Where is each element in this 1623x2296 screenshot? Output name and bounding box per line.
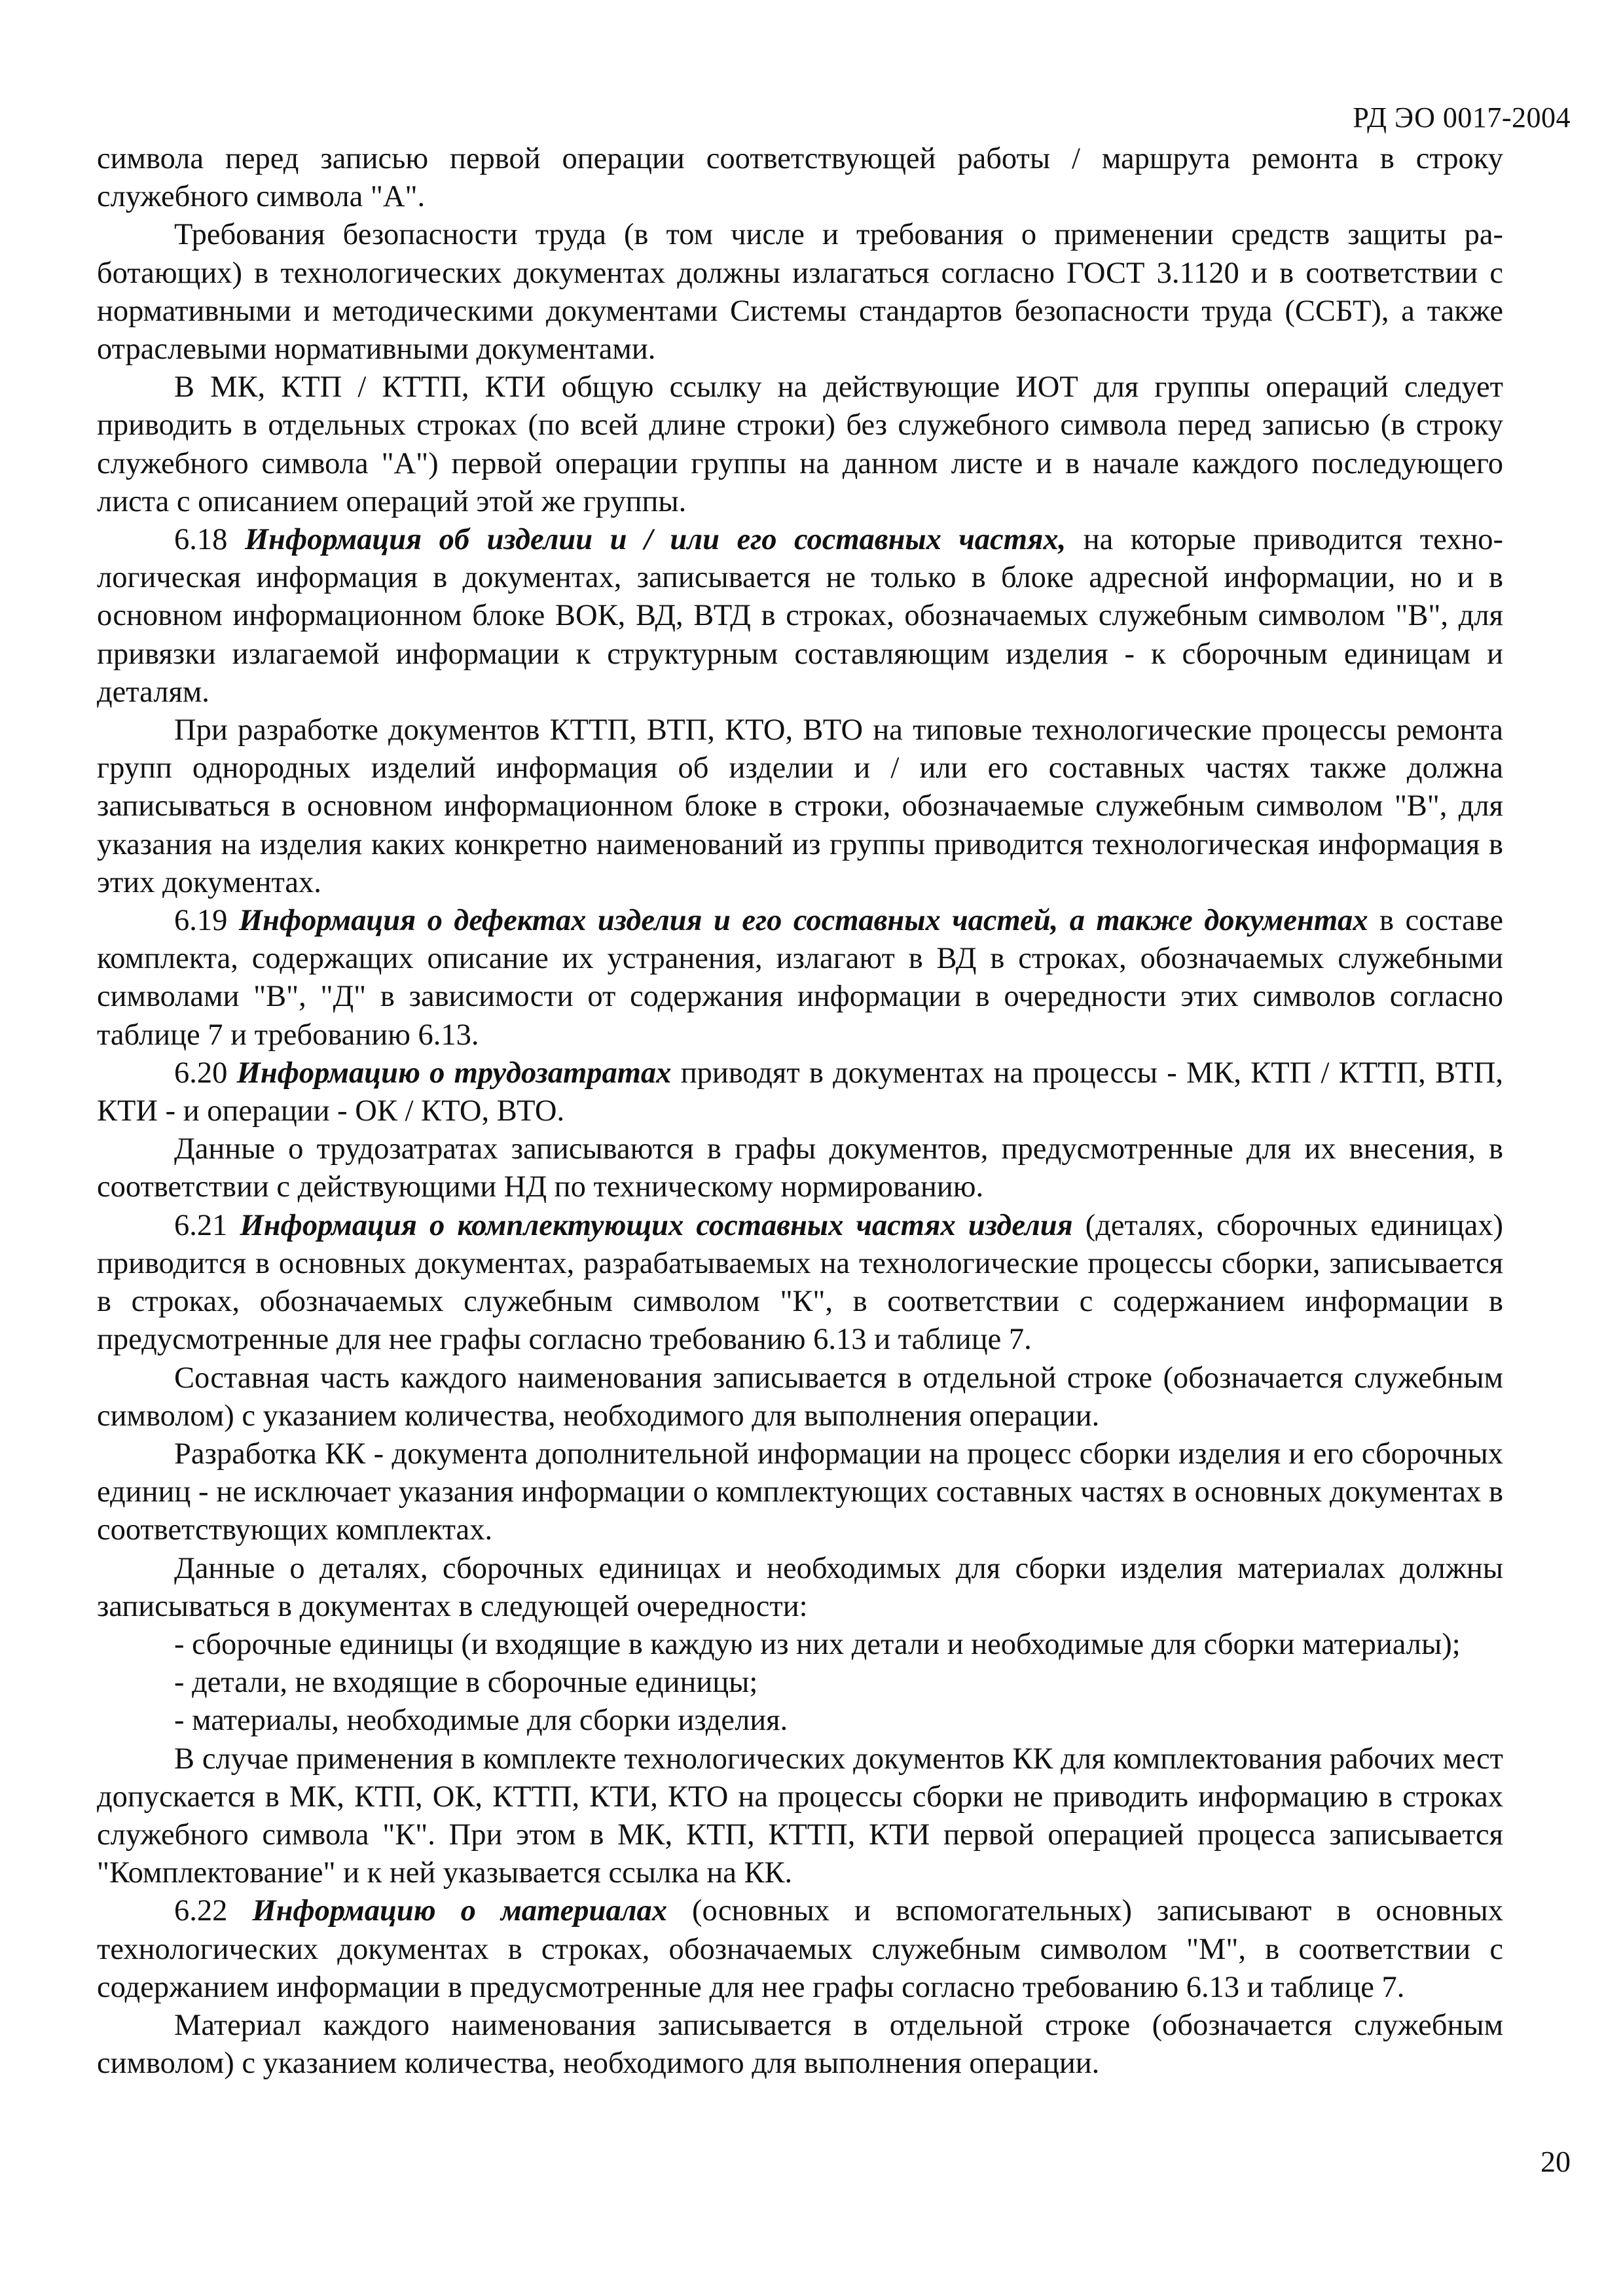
section-6-18	[97, 521, 1503, 711]
list-item-parts	[97, 1664, 1503, 1702]
document-code: РД ЭО 0017-2004	[1353, 101, 1571, 134]
paragraph-material-line	[97, 2007, 1503, 2083]
paragraph-kk-usage	[97, 1740, 1503, 1893]
section-heading: Информацию о трудозатратах	[236, 1056, 672, 1090]
paragraph-text: - детали, не входящие в сборочные единицы;	[174, 1666, 758, 1700]
paragraph-text: При разработке документов КТТП, ВТП, КТО, ВТО на типовые технологические процессы ремонта групп однородных изделий информация об изделии и / или его составных частях также должна записываться в основном информационном блоке в строки, обозначаемые служебным символом "В", для указания на изделия каких конкретно наименований из группы приводится технологическая информация в этих документах.	[97, 713, 1503, 899]
section-6-19	[97, 902, 1503, 1054]
paragraph-text: Данные о деталях, сборочных единицах и необходимых для сборки изделия материалах должны записываться в документах в следующей очередности:	[97, 1551, 1503, 1623]
paragraph-order-intro	[97, 1550, 1503, 1626]
paragraph-labor-data	[97, 1130, 1503, 1206]
paragraph-continuation	[97, 140, 1503, 216]
section-6-22	[97, 1892, 1503, 2007]
section-heading: Информация о комплектующих составных частях изделия	[240, 1208, 1073, 1242]
section-heading: Информацию о материалах	[252, 1894, 667, 1928]
document-body	[97, 140, 1503, 2083]
paragraph-text: Данные о трудозатратах записываются в графы документов, предусмотренные для их внесения, в соответствии с действующими НД по техническому нормированию.	[97, 1132, 1503, 1204]
paragraph-text: Материал каждого наименования записывается в отдельной строке (обозначается служебным символом) с указанием количества, необходимого для выполнения операции.	[97, 2008, 1503, 2081]
paragraph-typical-processes	[97, 711, 1503, 902]
paragraph-component-line	[97, 1359, 1503, 1435]
paragraph-text: Требования безопасности труда (в том числе и требования о применении средств защиты работающих) в технологических документах должны излагаться согласно ГОСТ 3.1120 и в соответствии с нормативными и методическими документами Системы стандартов безопасности труда (ССБТ), а также отраслевыми нормативными документами.	[97, 218, 1503, 367]
page-number: 20	[1541, 2145, 1571, 2178]
paragraph-text: - сборочные единицы (и входящие в каждую из них детали и необходимые для сборки материалы);	[174, 1627, 1461, 1661]
section-number: 6.22	[174, 1894, 228, 1928]
paragraph-text: в составе комплекта, содержащих описание их устранения, излагают в ВД в строках, обозначаемых служебными символами "В", "Д" в зависимости от содержания информации в очередности этих символов согласно таблице 7 и требованию 6.13.	[97, 904, 1504, 1052]
paragraph-text: Разработка КК - документа дополнительной информации на процесс сборки изделия и его сборочных единиц - не исключает указания информации о комплектующих составных частях в основных документах в соответствующих комплектах.	[97, 1437, 1503, 1547]
paragraph-text: - материалы, необходимые для сборки изделия.	[174, 1704, 788, 1738]
paragraph-text: В МК, КТП / КТТП, КТИ общую ссылку на действующие ИОТ для группы операций следует приводить в отдельных строках (по всей длине строки) без служебного символа перед записью (в строку служебного символа "А") первой операции группы на данном листе и в начале каждого последующего листа с описанием операций этой же группы.	[97, 370, 1503, 518]
paragraph-iot-reference	[97, 368, 1503, 521]
section-6-21	[97, 1207, 1503, 1359]
paragraph-safety-requirements	[97, 216, 1503, 368]
section-number: 6.18	[174, 523, 228, 557]
section-heading: Информация об изделии и / или его составных частях,	[244, 523, 1067, 557]
section-number: 6.20	[174, 1056, 228, 1090]
paragraph-text: В случае применения в комплекте технологических документов КК для комплектования рабочих мест допускается в МК, КТП, ОК, КТТП, КТИ, КТО на процессы сборки не приводить информацию в строках служебного символа "К". При этом в МК, КТП, КТТП, КТИ первой операцией процесса записывается "Комплектование" и к ней указывается ссылка на КК.	[97, 1742, 1503, 1890]
section-6-20	[97, 1054, 1503, 1130]
list-item-assembly-units	[97, 1626, 1503, 1664]
paragraph-text: (деталях, сборочных единицах) приводится в основных документах, разрабатываемых на технологические процессы сборки, записывается в строках, обозначаемых служебным символом "К", в соответствии с содержанием информации в предусмотренные для нее графы согласно требованию 6.13 и таблице 7.	[97, 1208, 1504, 1357]
paragraph-text: символа перед записью первой операции соответствующей работы / маршрута ремонта в строку служебного символа "А".	[97, 142, 1503, 214]
paragraph-text: приводят в документах на процессы - МК, КТП / КТТП, ВТП, КТИ - и операции - ОК / КТО, ВТО.	[97, 1056, 1504, 1128]
section-number: 6.19	[174, 904, 228, 938]
paragraph-text: на которые приводится технологическая информация в документах, записывается не только в блоке адресной информации, но и в основном информационном блоке ВОК, ВД, ВТД в строках, обозначаемых служебным символом "В", для привязки излагаемой информации к структурным составляющим изделия - к сборочным единицам и деталям.	[97, 523, 1504, 709]
section-heading: Информация о дефектах изделия и его составных частей, а также документах	[238, 904, 1368, 938]
section-number: 6.21	[174, 1208, 228, 1242]
list-item-materials	[97, 1702, 1503, 1740]
paragraph-text: Составная часть каждого наименования записывается в отдельной строке (обозначается служебным символом) с указанием количества, необходимого для выполнения операции.	[97, 1361, 1503, 1433]
paragraph-text: (основных и вспомогательных) записывают в основных технологических документах в строках, обозначаемых служебным символом "М", в соответствии с содержанием информации в предусмотренные для нее графы согласно требованию 6.13 и таблице 7.	[97, 1894, 1503, 2004]
paragraph-kk-development	[97, 1435, 1503, 1550]
